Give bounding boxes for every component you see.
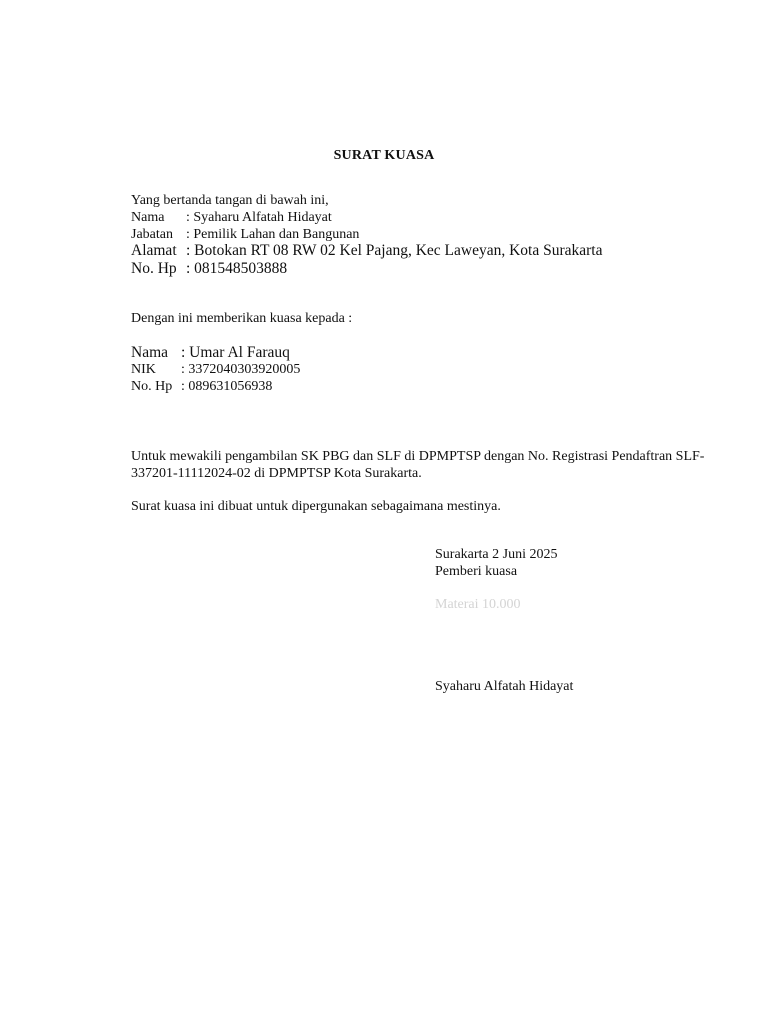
grantor-address-value: : Botokan RT 08 RW 02 Kel Pajang, Kec Laweyan, Kota Surakarta [186, 242, 603, 259]
purpose-paragraph: Untuk mewakili pengambilan SK PBG dan SLF di DPMPTSP dengan No. Registrasi Pendaftran SLF-337201-11112024-02 di DPMPTSP Kota Surakarta. [131, 449, 705, 481]
grantee-nik-row [131, 361, 300, 378]
grantee-nik-value: : 3372040303920005 [181, 362, 301, 377]
grantor-name-value: : Syaharu Alfatah Hidayat [186, 210, 332, 225]
signer-name: Syaharu Alfatah Hidayat [435, 679, 574, 694]
grantor-address-row [131, 242, 602, 259]
grantor-phone-value: : 081548503888 [186, 260, 288, 277]
grantee-name-label: Nama [131, 344, 169, 361]
signature-place-date: Surakarta 2 Juni 2025 [435, 547, 558, 562]
grantor-position-value: : Pemilik Lahan dan Bangunan [186, 227, 360, 242]
grantee-phone-value: : 089631056938 [181, 379, 273, 394]
grant-statement: Dengan ini memberikan kuasa kepada : [131, 311, 353, 326]
signature-role: Pemberi kuasa [435, 564, 518, 579]
grantee-name-row [131, 344, 290, 361]
grantee-nik-label: NIK [131, 362, 156, 377]
closing-statement: Surat kuasa ini dibuat untuk dipergunakan sebagaimana mestinya. [131, 499, 501, 514]
grantee-phone-row [131, 378, 272, 395]
grantee-phone-label: No. Hp [131, 379, 173, 394]
grantor-phone-row [131, 260, 287, 277]
grantor-name-label: Nama [131, 210, 165, 225]
intro-text: Yang bertanda tangan di bawah ini, [131, 193, 329, 208]
grantee-name-value: : Umar Al Farauq [181, 344, 290, 361]
stamp-placeholder: Materai 10.000 [435, 597, 521, 612]
grantor-phone-label: No. Hp [131, 260, 177, 277]
grantor-position-label: Jabatan [131, 227, 173, 242]
document-title: SURAT KUASA [333, 148, 435, 163]
grantor-position-row [131, 226, 359, 243]
grantor-name-row [131, 209, 332, 226]
grantor-address-label: Alamat [131, 242, 177, 259]
